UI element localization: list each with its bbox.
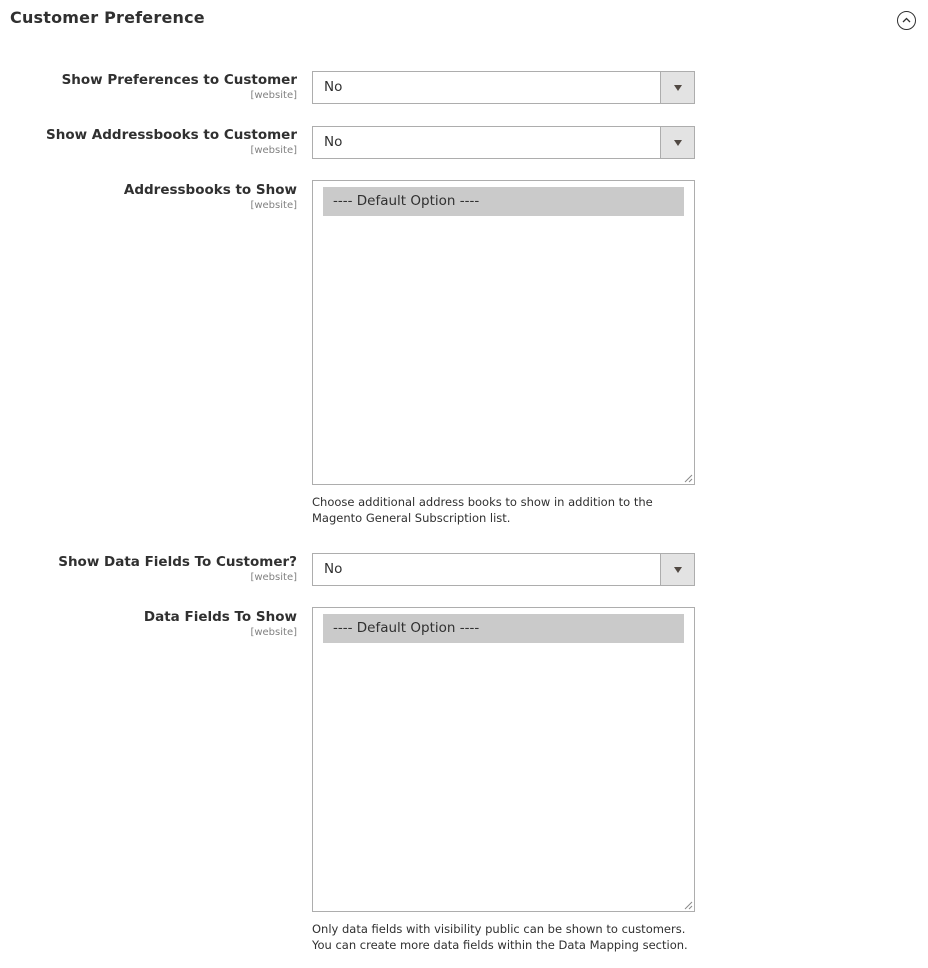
section-title: Customer Preference [10,8,205,27]
data-fields-to-show-scope: [website] [250,627,297,638]
show-addressbooks-select[interactable] [312,126,695,159]
data-fields-to-show-label: Data Fields To Show [143,609,297,625]
show-addressbooks-label: Show Addressbooks to Customer [46,127,297,143]
addressbooks-to-show-scope: [website] [250,200,297,211]
addressbooks-note: Choose additional address books to show in addition to the Magento General Subscription list. [312,495,653,525]
show-data-fields-label: Show Data Fields To Customer? [58,554,297,570]
show-data-fields-select[interactable] [312,553,695,586]
show-addressbooks-value: No [324,134,343,150]
show-addressbooks-scope: [website] [250,145,297,156]
chevron-up-icon [901,15,912,26]
show-data-fields-value: No [324,561,343,577]
show-preferences-value: No [324,79,343,95]
addressbooks-default-option[interactable]: ---- Default Option ---- [323,187,684,216]
collapse-section-button[interactable] [897,11,916,30]
resize-handle-icon[interactable] [684,901,693,910]
show-data-fields-scope: [website] [250,572,297,583]
dropdown-arrow-icon[interactable] [660,72,694,103]
show-preferences-label: Show Preferences to Customer [61,72,297,88]
dropdown-arrow-icon[interactable] [660,127,694,158]
resize-handle-icon[interactable] [684,474,693,483]
addressbooks-multiselect[interactable] [312,180,695,485]
dropdown-arrow-icon[interactable] [660,554,694,585]
addressbooks-to-show-label: Addressbooks to Show [123,182,297,198]
data-fields-note: Only data fields with visibility public can be shown to customers. You can create more data fields within the Data Mapping section. [312,922,688,952]
show-preferences-select[interactable] [312,71,695,104]
data-fields-multiselect[interactable] [312,607,695,912]
data-fields-default-option[interactable]: ---- Default Option ---- [323,614,684,643]
show-preferences-scope: [website] [250,90,297,101]
